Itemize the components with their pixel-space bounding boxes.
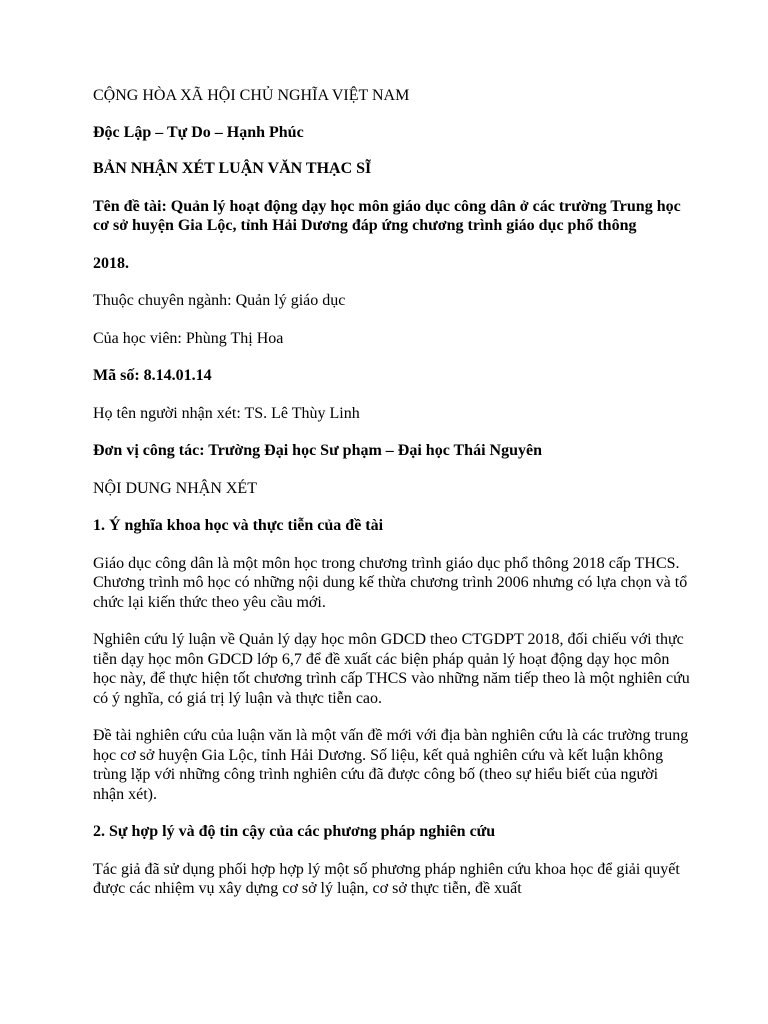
document-page — [93, 86, 693, 899]
topic-year: 2018. — [93, 254, 129, 272]
student: Của học viên: Phùng Thị Hoa — [93, 329, 284, 347]
section1-paragraph-2: Nghiên cứu lý luận về Quản lý dạy học môn GDCD theo CTGDPT 2018, đối chiếu với thực tiễn dạy học môn GDCD lớp 6,7 để đề xuất các biện pháp quản lý hoạt động dạy học môn học này, để thực hiện tốt chương trình cấp THCS vào những năm tiếp theo là một nghiên cứu có ý nghĩa, có giá trị lý luận và thực tiễn cao. — [93, 631, 690, 707]
national-title: CỘNG HÒA XÃ HỘI CHỦ NGHĨA VIỆT NAM — [93, 87, 410, 104]
section1-heading: 1. Ý nghĩa khoa học và thực tiễn của đề tài — [93, 517, 384, 534]
student-code: Mã số: 8.14.01.14 — [93, 367, 212, 384]
reviewer: Họ tên người nhận xét: TS. Lê Thùy Linh — [93, 404, 360, 422]
motto: Độc Lập – Tự Do – Hạnh Phúc — [93, 123, 304, 141]
section1-paragraph-1: Giáo dục công dân là một môn học trong chương trình giáo dục phổ thông 2018 cấp THCS. Chương trình mô học có những nội dung kế thừa chương trình 2006 nhưng có lựa chọn và tổ chức lại kiến thức theo yêu cầu mới. — [93, 554, 688, 611]
major: Thuộc chuyên ngành: Quản lý giáo dục — [93, 292, 346, 309]
section1-paragraph-3: Đề tài nghiên cứu của luận văn là một vấn đề mới với địa bàn nghiên cứu là các trường trung học cơ sở huyện Gia Lộc, tỉnh Hải Dương. Số liệu, kết quả nghiên cứu và kết luận không trùng lặp với những công trình nghiên cứu đã được công bố (theo sự hiểu biết của người nhận xét). — [93, 727, 689, 803]
section2-heading: 2. Sự hợp lý và độ tin cậy của các phương pháp nghiên cứu — [93, 823, 496, 840]
workplace: Đơn vị công tác: Trường Đại học Sư phạm – Đại học Thái Nguyên — [93, 442, 542, 459]
content-heading: NỘI DUNG NHẬN XÉT — [93, 479, 257, 497]
topic: Tên đề tài: Quản lý hoạt động dạy học môn giáo dục công dân ở các trường Trung học cơ sở huyện Gia Lộc, tỉnh Hải Dương đáp ứng chương trình giáo dục phổ thông — [93, 197, 681, 234]
document-title: BẢN NHẬN XÉT LUẬN VĂN THẠC SĨ — [93, 160, 372, 177]
section2-paragraph: Tác giả đã sử dụng phối hợp hợp lý một số phương pháp nghiên cứu khoa học để giải quyết được các nhiệm vụ xây dựng cơ sở lý luận, cơ sở thực tiễn, đề xuất — [93, 860, 680, 897]
